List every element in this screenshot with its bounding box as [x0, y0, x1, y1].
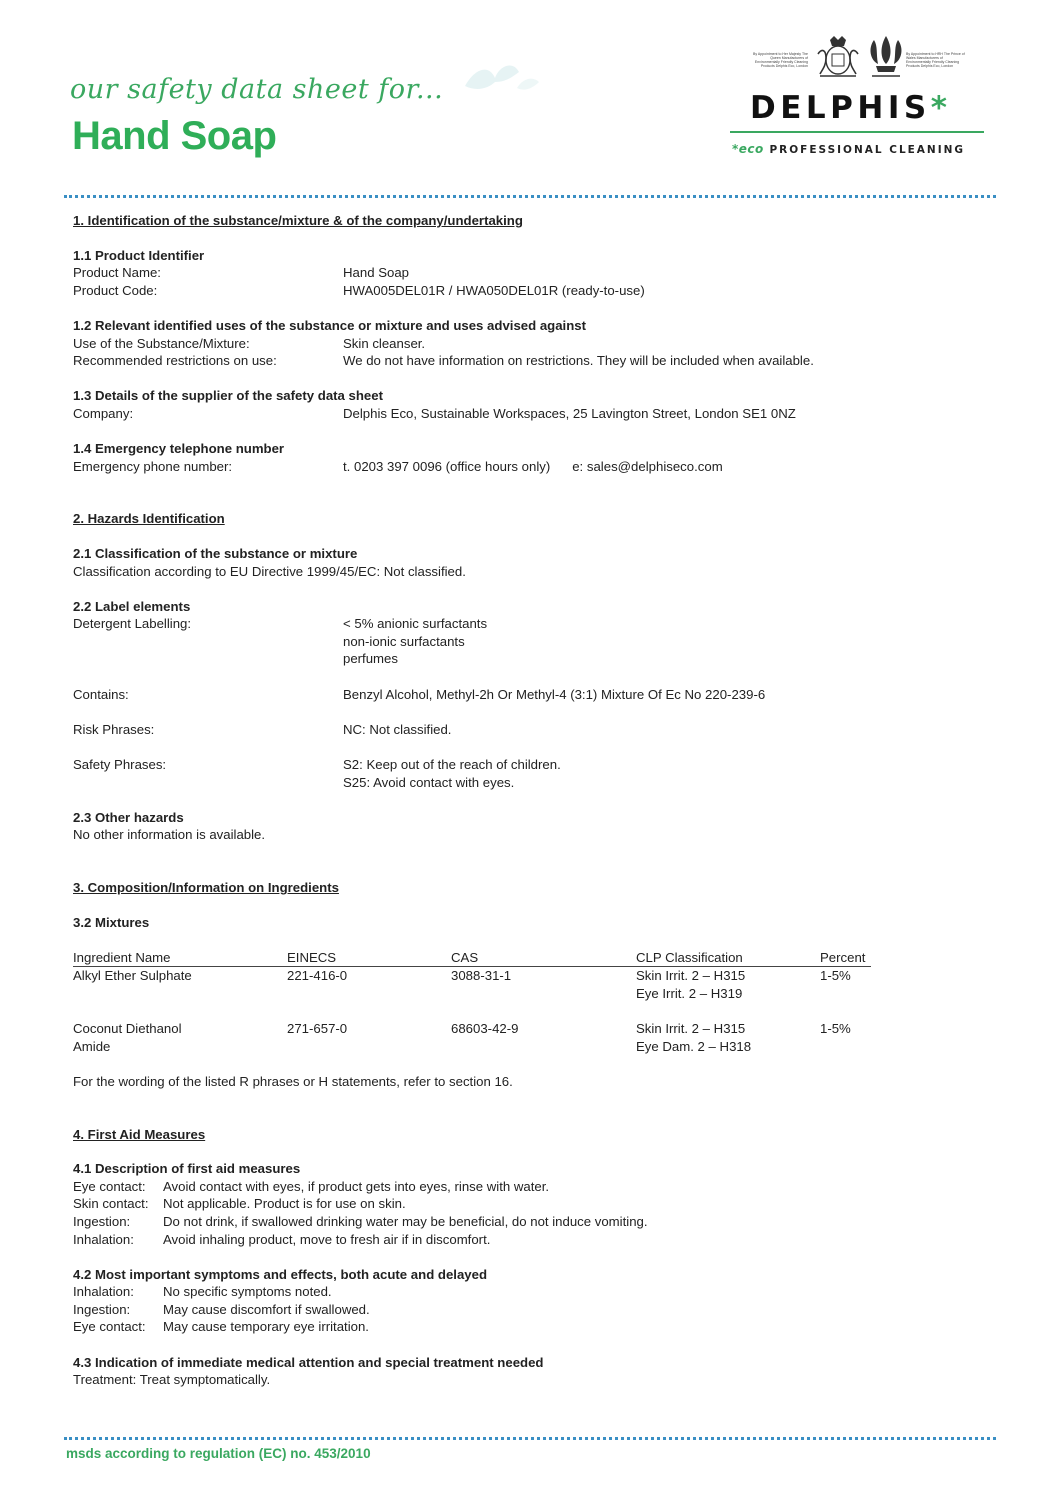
tagline: our safety data sheet for... [70, 74, 444, 105]
column-header: Ingredient Name [73, 949, 171, 965]
emergency-phone: t. 0203 397 0096 (office hours only) [343, 458, 551, 474]
einecs-value: 221-416-0 [287, 968, 348, 984]
field-value: Avoid contact with eyes, if product gets into eyes, rinse with water. [163, 1178, 550, 1194]
brand-eco: *eco [732, 142, 764, 156]
field-value [343, 615, 993, 668]
use-row [73, 335, 993, 353]
emergency-row [73, 458, 993, 476]
section-3-title: 3. Composition/Information on Ingredients [73, 880, 339, 895]
field-value: No specific symptoms noted. [163, 1284, 332, 1300]
section-2-2-heading: 2.2 Label elements [73, 598, 191, 614]
section-1-title: 1. Identification of the substance/mixture & of the company/undertaking [73, 213, 523, 228]
field-value: May cause temporary eye irritation. [163, 1319, 369, 1335]
field-value: Skin cleanser. [343, 335, 426, 351]
field-value [343, 458, 993, 476]
field-label: Recommended restrictions on use: [73, 353, 277, 369]
section-4-1-heading: 4.1 Description of first aid measures [73, 1161, 301, 1177]
section-1-2-heading: 1.2 Relevant identified uses of the substance or mixture and uses advised against [73, 317, 587, 333]
first-aid-row [73, 1195, 993, 1213]
brand-subtitle [732, 142, 965, 156]
first-aid-row [73, 1231, 993, 1249]
field-value: Hand Soap [343, 265, 409, 281]
royal-warrant-right: By Appointment to HRH The Prince of Wales Manufacturers of Environmentally Friendly Cleaning Products Delphis Eco, London [906, 52, 965, 68]
einecs-value: 271-657-0 [287, 1021, 348, 1037]
brand-logo [720, 34, 990, 164]
column-header: Percent [820, 949, 866, 965]
detergent-labelling-row [73, 615, 993, 668]
field-label: Eye contact: [73, 1319, 146, 1335]
brand-sub-text: PROFESSIONAL CLEANING [769, 144, 966, 156]
percent-value: 1-5% [820, 1021, 851, 1037]
section-1-3-heading: 1.3 Details of the supplier of the safety data sheet [73, 388, 383, 404]
clp-value [636, 1020, 820, 1055]
clp-line: Eye Irrit. 2 – H319 [636, 985, 743, 1001]
detergent-line: perfumes [343, 651, 398, 667]
field-label: Safety Phrases: [73, 757, 167, 773]
royal-warrant-left: By Appointment to Her Majesty The Queen Manufacturers of Environmentally Friendly Cleaning Products Delphis Eco, London [753, 52, 808, 68]
safety-phrases-row [73, 756, 993, 791]
emergency-email[interactable]: e: sales@delphiseco.com [572, 458, 723, 474]
field-value: Delphis Eco, Sustainable Workspaces, 25 Lavington Street, London SE1 0NZ [343, 405, 796, 421]
ingredient-name: Alkyl Ether Sulphate [73, 968, 192, 984]
field-value: We do not have information on restrictions. They will be included when available. [343, 353, 814, 369]
field-value: HWA005DEL01R / HWA050DEL01R (ready-to-use) [343, 282, 645, 298]
field-value: Avoid inhaling product, move to fresh air if in discomfort. [163, 1231, 491, 1247]
section-2-3-heading: 2.3 Other hazards [73, 809, 184, 825]
field-label: Ingestion: [73, 1213, 131, 1229]
ingredients-note: For the wording of the listed R phrases or H statements, refer to section 16. [73, 1073, 513, 1089]
ingredient-name-line: Coconut Diethanol [73, 1021, 182, 1037]
section-1-4-heading: 1.4 Emergency telephone number [73, 441, 285, 457]
percent-value: 1-5% [820, 968, 851, 984]
prince-feathers-icon [866, 34, 906, 80]
other-hazards-text: No other information is available. [73, 827, 266, 843]
table-row [73, 1020, 993, 1055]
detergent-line: < 5% anionic surfactants [343, 616, 488, 632]
treatment-text: Treatment: Treat symptomatically. [73, 1372, 271, 1388]
section-1-1-heading: 1.1 Product Identifier [73, 247, 205, 263]
field-label: Company: [73, 405, 134, 421]
brand-asterisk: * [930, 90, 952, 126]
field-value: NC: Not classified. [343, 721, 452, 737]
classification-text: Classification according to EU Directive 1999/45/EC: Not classified. [73, 563, 466, 579]
clp-line: Eye Dam. 2 – H318 [636, 1038, 752, 1054]
field-value: Benzyl Alcohol, Methyl-2h Or Methyl-4 (3:1) Mixture Of Ec No 220-239-6 [343, 686, 766, 702]
field-label: Ingestion: [73, 1301, 131, 1317]
field-value: Not applicable. Product is for use on skin. [163, 1196, 406, 1212]
cas-value: 3088-31-1 [451, 968, 512, 984]
brand-divider [730, 131, 984, 133]
field-value: Do not drink, if swallowed drinking water may be beneficial, do not induce vomiting. [163, 1213, 648, 1229]
contains-row [73, 686, 993, 704]
product-title: Hand Soap [72, 114, 277, 158]
clp-line: Skin Irrit. 2 – H315 [636, 1021, 746, 1037]
cas-value: 68603-42-9 [451, 1021, 519, 1037]
field-label: Contains: [73, 686, 129, 702]
section-3-2-heading: 3.2 Mixtures [73, 914, 150, 930]
royal-crest-icon [814, 34, 862, 80]
field-label: Skin contact: [73, 1196, 149, 1212]
section-4-2-heading: 4.2 Most important symptoms and effects, both acute and delayed [73, 1266, 488, 1282]
field-label: Detergent Labelling: [73, 616, 192, 632]
ingredient-name-line: Amide [73, 1038, 111, 1054]
risk-phrases-row [73, 721, 993, 739]
ingredient-name [73, 1020, 287, 1055]
field-label: Eye contact: [73, 1178, 146, 1194]
header-divider [64, 195, 996, 198]
symptom-row [73, 1283, 993, 1301]
first-aid-row [73, 1213, 993, 1231]
sheet-body [73, 212, 993, 1389]
column-header: CAS [451, 949, 479, 965]
table-row [73, 967, 993, 1002]
symptom-row [73, 1318, 993, 1336]
safety-phrase: S25: Avoid contact with eyes. [343, 774, 515, 790]
ingredients-table-header [73, 949, 871, 968]
butterfly-icon [455, 58, 545, 98]
column-header: EINECS [287, 949, 337, 965]
restrictions-row [73, 352, 993, 370]
field-value [343, 756, 993, 791]
field-label: Emergency phone number: [73, 458, 233, 474]
section-2-1-heading: 2.1 Classification of the substance or mixture [73, 545, 358, 561]
product-code-row [73, 282, 993, 300]
field-label: Product Code: [73, 282, 158, 298]
safety-phrase: S2: Keep out of the reach of children. [343, 757, 561, 773]
field-label: Use of the Substance/Mixture: [73, 335, 250, 351]
footer-regulation: msds according to regulation (EC) no. 453/2010 [66, 1446, 371, 1461]
section-4-3-heading: 4.3 Indication of immediate medical attention and special treatment needed [73, 1354, 544, 1370]
field-label: Inhalation: [73, 1231, 134, 1247]
clp-value [636, 967, 820, 1002]
first-aid-row [73, 1178, 993, 1196]
brand-name [750, 90, 951, 126]
column-header: CLP Classification [636, 949, 743, 965]
field-label: Product Name: [73, 265, 161, 281]
product-name-row [73, 264, 993, 282]
brand-name-text: DELPHIS [750, 90, 931, 126]
section-2-title: 2. Hazards Identification [73, 511, 225, 527]
field-value: May cause discomfort if swallowed. [163, 1301, 370, 1317]
company-row [73, 405, 993, 423]
field-label: Risk Phrases: [73, 721, 155, 737]
detergent-line: non-ionic surfactants [343, 633, 465, 649]
clp-line: Skin Irrit. 2 – H315 [636, 968, 746, 984]
footer-divider [64, 1437, 996, 1440]
symptom-row [73, 1301, 993, 1319]
section-4-title: 4. First Aid Measures [73, 1126, 206, 1142]
field-label: Inhalation: [73, 1284, 134, 1300]
